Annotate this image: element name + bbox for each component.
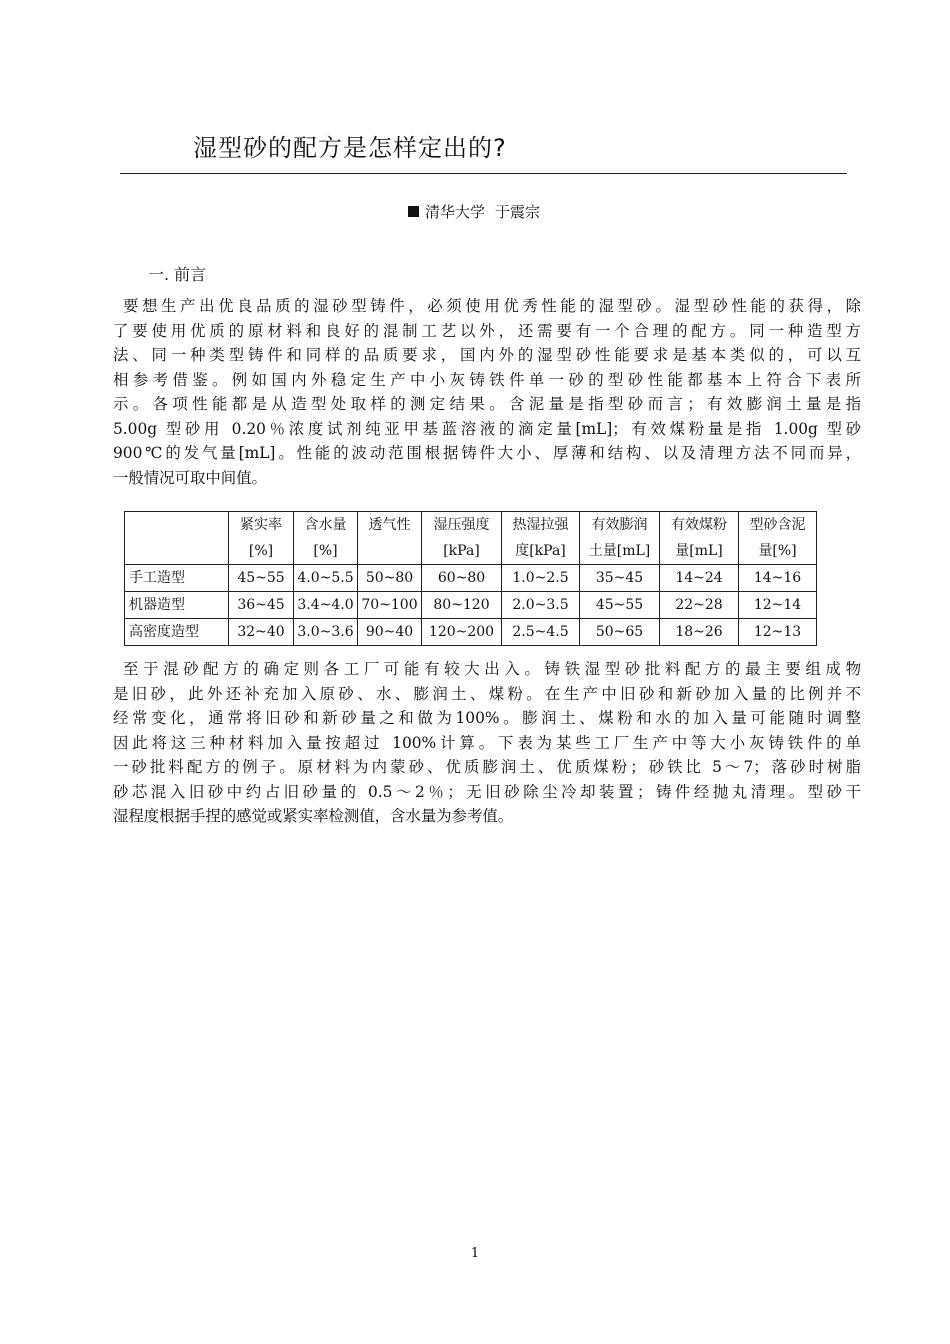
table-cell: 70~100	[358, 592, 422, 619]
header-line-1	[125, 512, 228, 538]
table-cell: 1.0~2.5	[502, 565, 580, 592]
table-cell: 60~80	[422, 565, 502, 592]
header-line-2: [%]	[313, 543, 338, 559]
author-name: 于震宗	[495, 203, 541, 221]
table-header-cell	[125, 512, 229, 565]
header-line-2: 量[%]	[758, 543, 797, 559]
table-row	[125, 619, 817, 646]
paragraph-line: 5.00g 型砂用 0.20％浓度试剂纯亚甲基蓝溶液的滴定量[mL]；有效煤粉量是指 1.00g 型砂	[113, 419, 861, 438]
table-header-row	[125, 512, 817, 565]
row-label-cell: 机器造型	[125, 592, 229, 619]
table-cell: 45~55	[229, 565, 294, 592]
header-line-2: 度[kPa]	[515, 543, 566, 559]
table-cell: 12~14	[739, 592, 817, 619]
header-line-1: 热湿拉强	[512, 517, 569, 533]
table-cell: 22~28	[660, 592, 739, 619]
author-org: 清华大学	[425, 203, 486, 221]
header-line-2	[125, 538, 228, 564]
formula-paragraph	[113, 657, 861, 829]
table-header-cell	[502, 512, 580, 565]
table-cell: 12~13	[739, 619, 817, 646]
header-line-1: 有效膨润	[591, 517, 648, 533]
table-cell: 2.0~3.5	[502, 592, 580, 619]
header-line-1: 紧实率	[240, 517, 282, 533]
paragraph-line: 要想生产出优良品质的湿砂型铸件，必须使用优秀性能的湿型砂。湿型砂性能的获得，除	[123, 297, 861, 315]
table-row	[125, 592, 817, 619]
paragraph-line: 了要使用优质的原材料和良好的混制工艺以外，还需要有一个合理的配方。同一种造型方	[113, 321, 861, 340]
square-bullet-icon	[408, 206, 419, 217]
table-header-cell	[739, 512, 817, 565]
paragraph-line: 砂芯混入旧砂中约占旧砂量的 0.5～2％；无旧砂除尘冷却装置；铸件经抛丸清理。型砂干	[113, 782, 861, 801]
paragraph-line: 经常变化，通常将旧砂和新砂量之和做为100%。膨润土、煤粉和水的加入量可能随时调整	[113, 709, 861, 727]
paragraph-line: 法、同一种类型铸件和同样的品质要求，国内外的湿型砂性能要求是基本类似的，可以互	[113, 346, 861, 364]
table-body	[125, 565, 817, 646]
paragraph-line: 示。各项性能都是从造型处取样的测定结果。含泥量是指型砂而言；有效膨润土量是指	[113, 395, 861, 413]
header-line-1: 透气性	[368, 517, 411, 533]
table-cell: 90~40	[358, 619, 422, 646]
table-cell: 3.0~3.6	[294, 619, 358, 646]
table-row	[125, 565, 817, 592]
table-header-cell	[294, 512, 358, 565]
intro-paragraph	[113, 294, 861, 490]
header-line-2: [kPa]	[443, 543, 480, 559]
table-cell: 120~200	[422, 619, 502, 646]
header-line-1: 含水量	[304, 517, 347, 533]
header-line-2: 量[mL]	[675, 543, 723, 559]
row-label-cell: 手工造型	[125, 565, 229, 592]
table-header-cell	[580, 512, 660, 565]
header-line-2: [%]	[248, 543, 274, 559]
sand-properties-table-wrap	[124, 511, 817, 646]
section-heading: 一. 前言	[148, 265, 207, 284]
row-label-cell: 高密度造型	[125, 619, 229, 646]
table-cell: 32~40	[229, 619, 294, 646]
table-cell: 50~80	[358, 565, 422, 592]
table-header-cell	[660, 512, 739, 565]
paragraph-line: 相参考借鉴。例如国内外稳定生产中小灰铸铁件单一砂的型砂性能都基本上符合下表所	[113, 370, 861, 389]
header-line-2	[358, 538, 421, 564]
table-cell: 80~120	[422, 592, 502, 619]
page-number: 1	[470, 1246, 480, 1261]
header-line-1: 型砂含泥	[749, 517, 806, 533]
paragraph-line: 900℃的发气量[mL]。性能的波动范围根据铸件大小、厚薄和结构、以及清理方法不同而异，	[113, 444, 861, 462]
table-cell: 50~65	[580, 619, 660, 646]
table-cell: 14~16	[739, 565, 817, 592]
header-line-1: 有效煤粉	[671, 517, 727, 533]
header-line-1: 湿压强度	[433, 517, 490, 533]
table-cell: 35~45	[580, 565, 660, 592]
paragraph-line: 湿程度根据手捏的感觉或紧实率检测值，含水量为参考值。	[113, 807, 514, 825]
paragraph-line: 一砂批料配方的例子。原材料为内蒙砂、优质膨润土、优质煤粉；砂铁比 5～7；落砂时树脂	[113, 758, 861, 776]
table-cell: 36~45	[229, 592, 294, 619]
table-header-cell	[422, 512, 502, 565]
paragraph-line: 是旧砂，此外还补充加入原砂、水、膨润土、煤粉。在生产中旧砂和新砂加入量的比例并不	[113, 684, 861, 703]
table-header-cell	[229, 512, 294, 565]
table-cell: 2.5~4.5	[502, 619, 580, 646]
paragraph-line: 一般情况可取中间值。	[113, 468, 267, 487]
author-line	[408, 201, 540, 222]
table-cell: 3.4~4.0	[294, 592, 358, 619]
table-header-cell	[358, 512, 422, 565]
table-cell: 14~24	[660, 565, 739, 592]
title-divider	[120, 173, 847, 174]
paragraph-line: 因此将这三种材料加入量按超过 100%计算。下表为某些工厂生产中等大小灰铸铁件的单	[113, 733, 861, 752]
paragraph-line: 至于混砂配方的确定则各工厂可能有较大出入。铸铁湿型砂批料配方的最主要组成物	[123, 660, 861, 678]
header-line-2: 土量[mL]	[588, 543, 651, 559]
table-cell: 18~26	[660, 619, 739, 646]
table-cell: 4.0~5.5	[294, 565, 358, 592]
page-title: 湿型砂的配方是怎样定出的?	[193, 134, 507, 162]
sand-properties-table	[124, 511, 817, 646]
table-cell: 45~55	[580, 592, 660, 619]
